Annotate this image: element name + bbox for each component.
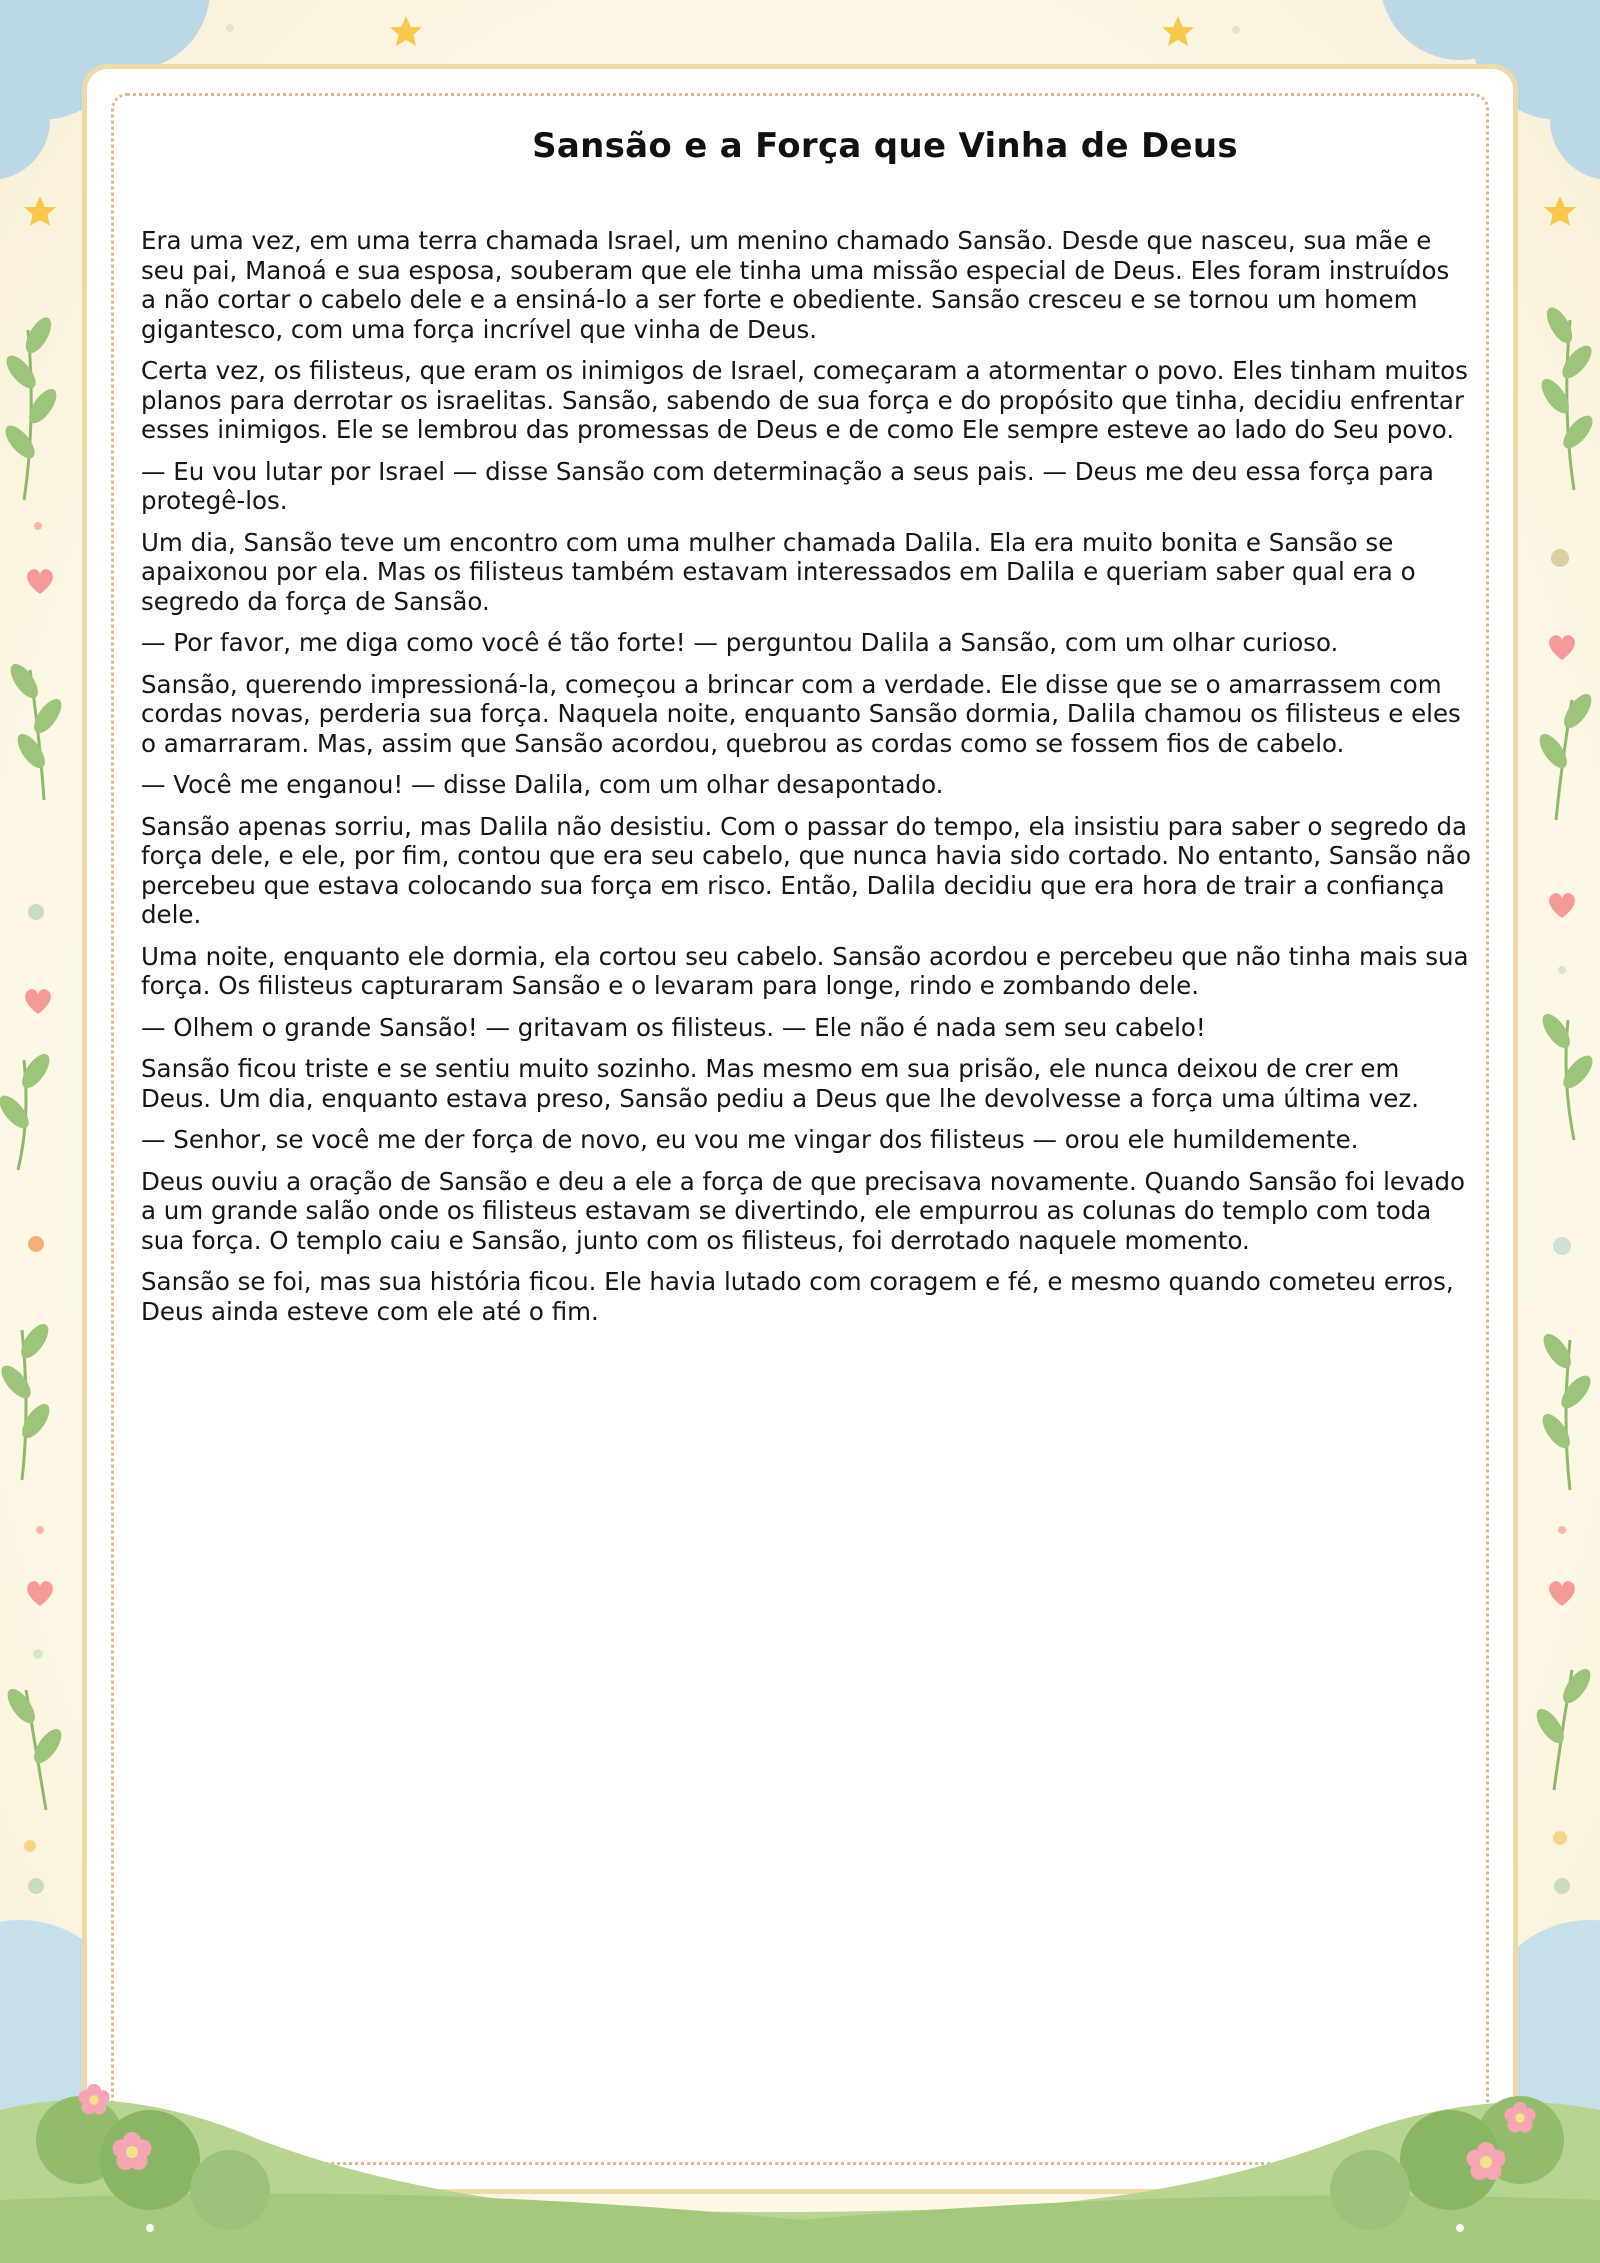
paragraph: Deus ouviu a oração de Sansão e deu a ele a força de que precisava novamente. Quando Sansão foi levado a um grande salão onde os filisteus estavam se divertindo, ele empurrou as colunas do templo com toda sua força. O templo caiu e Sansão, junto com os filisteus, foi derrotado naquele momento. [141,1166,1466,1255]
paragraph: — Olhem o grande Sansão! — gritavam os filisteus. — Ele não é nada sem seu cabelo! [141,1012,1206,1042]
paragraph: — Você me enganou! — disse Dalila, com um olhar desapontado. [141,770,944,799]
paragraph: — Eu vou lutar por Israel — disse Sansão com determinação a seus pais. — Deus me deu essa força para protegê-los. [141,456,1434,515]
paragraph: Sansão ficou triste e se sentiu muito sozinho. Mas mesmo em sua prisão, ele nunca deixou de crer em Deus. Um dia, enquanto estava preso, Sansão pediu a Deus que lhe devolvesse a força uma última vez. [141,1054,1420,1113]
paragraph: Um dia, Sansão teve um encontro com uma mulher chamada Dalila. Ela era muito bonita e Sansão se apaixonou por ela. Mas os filisteus também estavam interessados em Dalila e queriam saber qual era o segredo da força de Sansão. [141,527,1416,616]
paragraph: — Por favor, me diga como você é tão forte! — perguntou Dalila a Sansão, com um olhar curioso. [141,628,1339,657]
paragraph: Sansão apenas sorriu, mas Dalila não desistiu. Com o passar do tempo, ela insistiu para saber o segredo da força dele, e ele, por fim, contou que era seu cabelo, que nunca havia sido cortado. No entanto, Sansão não percebeu que estava colocando sua força em risco. Então, Dalila decidiu que era hora de trair a confiança dele. [141,811,1471,929]
paragraph: Sansão, querendo impressioná-la, começou a brincar com a verdade. Ele disse que se o amarrassem com cordas novas, perderia sua força. Naquela noite, enquanto Sansão dormia, Dalila chamou os filisteus e eles o amarraram. Mas, assim que Sansão acordou, quebrou as cordas como se fossem fios de cabelo. [141,669,1461,758]
paragraph: Uma noite, enquanto ele dormia, ela cortou seu cabelo. Sansão acordou e percebeu que não tinha mais sua força. Os filisteus capturaram Sansão e o levaram para longe, rindo e zombando dele. [141,941,1469,1000]
paragraph: Certa vez, os filisteus, que eram os inimigos de Israel, começaram a atormentar o povo. Eles tinham muitos planos para derrotar os israelitas. Sansão, sabendo de sua força e do propósito que tinha, decidiu enfrentar esses inimigos. Ele se lembrou das promessas de Deus e de como Ele sempre esteve ao lado do Seu povo. [141,356,1468,444]
page-title: Sansão e a Força que Vinha de Deus [532,126,1238,166]
paragraph: — Senhor, se você me der força de novo, eu vou me vingar dos filisteus — orou ele humildemente. [141,1125,1359,1154]
paragraph: Era uma vez, em uma terra chamada Israel, um menino chamado Sansão. Desde que nasceu, sua mãe e seu pai, Manoá e sua esposa, souberam que ele tinha uma missão especial de Deus. Eles foram instruídos a não cortar o cabelo dele e a ensiná-lo a ser forte e obediente. Sansão cresceu e se tornou um homem gigantesco, com uma força incrível que vinha de Deus. [141,226,1450,344]
paragraph: Sansão se foi, mas sua história ficou. Ele havia lutado com coragem e fé, e mesmo quando cometeu erros, Deus ainda esteve com ele até o fim. [141,1267,1454,1326]
flower-icon [78,2084,109,2114]
